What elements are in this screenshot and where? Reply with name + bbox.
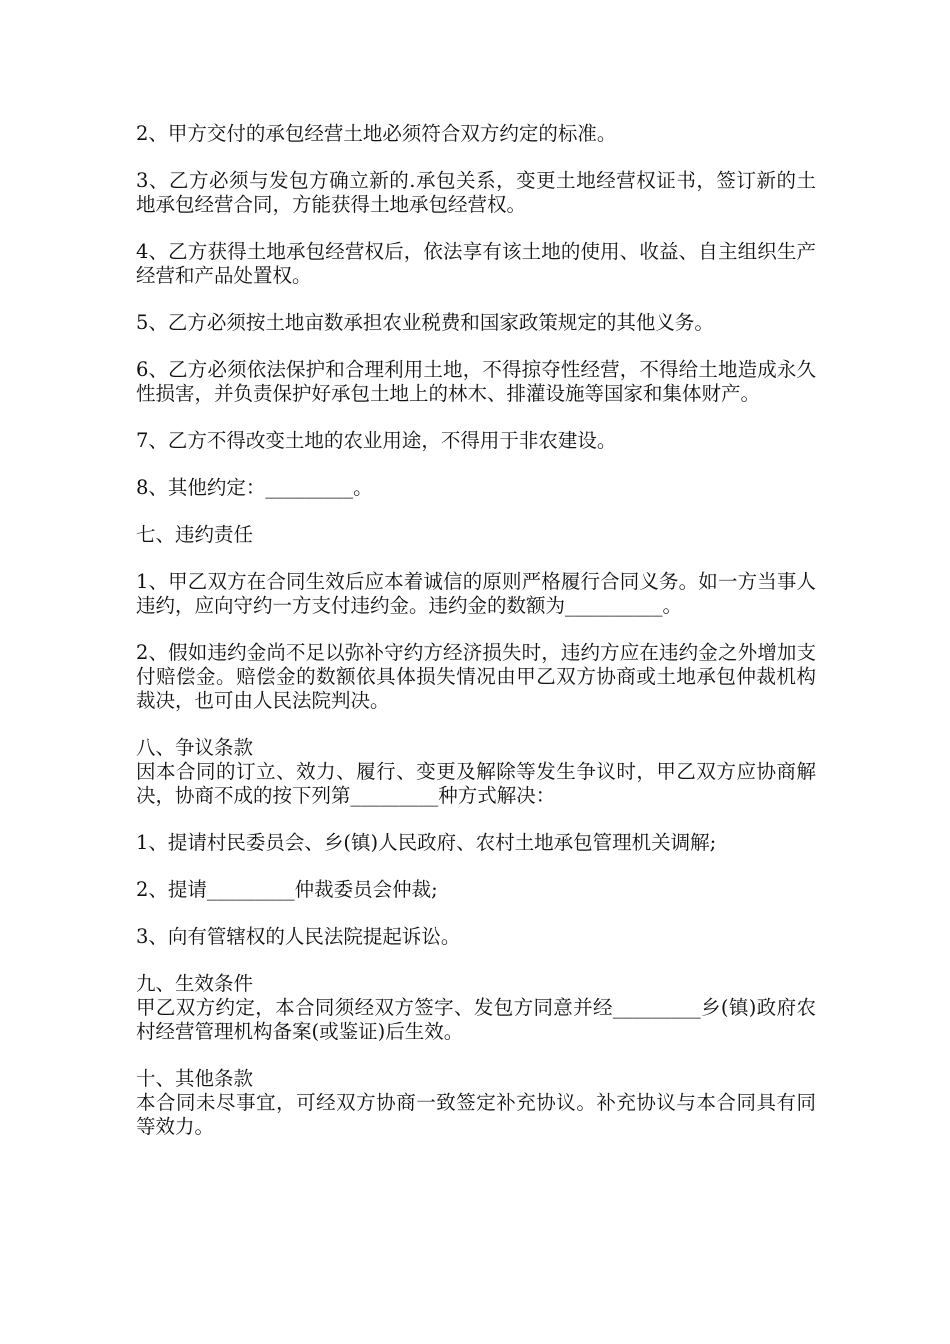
paragraph-breach-2: 2、假如违约金尚不足以弥补守约方经济损失时，违约方应在违约金之外增加支付赔偿金。赔偿金的数额依具体损失情况由甲乙双方协商或土地承包仲裁机构裁决，也可由人民法院判决。 xyxy=(136,641,816,712)
paragraph-breach-1: 1、甲乙双方在合同生效后应本着诚信的原则严格履行合同义务。如一方当事人违约，应向守约一方支付违约金。违约金的数额为__________。 xyxy=(136,570,816,617)
section-heading-other: 十、其他条款 xyxy=(136,1067,254,1090)
paragraph-clause-6: 6、乙方必须依法保护和合理利用土地，不得掠夺性经营，不得给土地造成永久性损害，并负责保护好承包土地上的林木、排灌设施等国家和集体财产。 xyxy=(136,358,816,405)
paragraph-dispute-body: 因本合同的订立、效力、履行、变更及解除等发生争议时，甲乙双方应协商解决，协商不成的按下列第_________种方式解决： xyxy=(136,760,816,807)
section-heading-breach: 七、违约责任 xyxy=(136,523,254,546)
section-dispute xyxy=(136,736,816,808)
paragraph-dispute-option-1: 1、提请村民委员会、乡(镇)人民政府、农村土地承包管理机关调解; xyxy=(136,831,717,854)
paragraph-clause-3: 3、乙方必须与发包方确立新的.承包关系，变更土地经营权证书，签订新的土地承包经营合同，方能获得土地承包经营权。 xyxy=(136,169,816,216)
paragraph-clause-4: 4、乙方获得土地承包经营权后，依法享有该土地的使用、收益、自主组织生产经营和产品处置权。 xyxy=(136,240,816,287)
paragraph-clause-2: 2、甲方交付的承包经营土地必须符合双方约定的标准。 xyxy=(136,122,617,145)
paragraph-other-body: 本合同未尽事宜，可经双方协商一致签定补充协议。补充协议与本合同具有同等效力。 xyxy=(136,1091,816,1138)
section-effective xyxy=(136,972,816,1044)
section-heading-dispute: 八、争议条款 xyxy=(136,736,254,759)
paragraph-clause-7: 7、乙方不得改变土地的农业用途，不得用于非农建设。 xyxy=(136,429,617,452)
section-other xyxy=(136,1067,816,1139)
section-heading-effective: 九、生效条件 xyxy=(136,972,254,995)
paragraph-clause-8: 8、其他约定：_________。 xyxy=(136,476,373,499)
contract-page xyxy=(136,122,816,1162)
paragraph-effective-body: 甲乙双方约定，本合同须经双方签字、发包方同意并经_________乡(镇)政府农村经营管理机构备案(或鉴证)后生效。 xyxy=(136,996,816,1043)
paragraph-dispute-option-2: 2、提请_________仲裁委员会仲裁; xyxy=(136,878,438,901)
paragraph-clause-5: 5、乙方必须按土地亩数承担农业税费和国家政策规定的其他义务。 xyxy=(136,311,714,334)
paragraph-dispute-option-3: 3、向有管辖权的人民法院提起诉讼。 xyxy=(136,925,461,948)
